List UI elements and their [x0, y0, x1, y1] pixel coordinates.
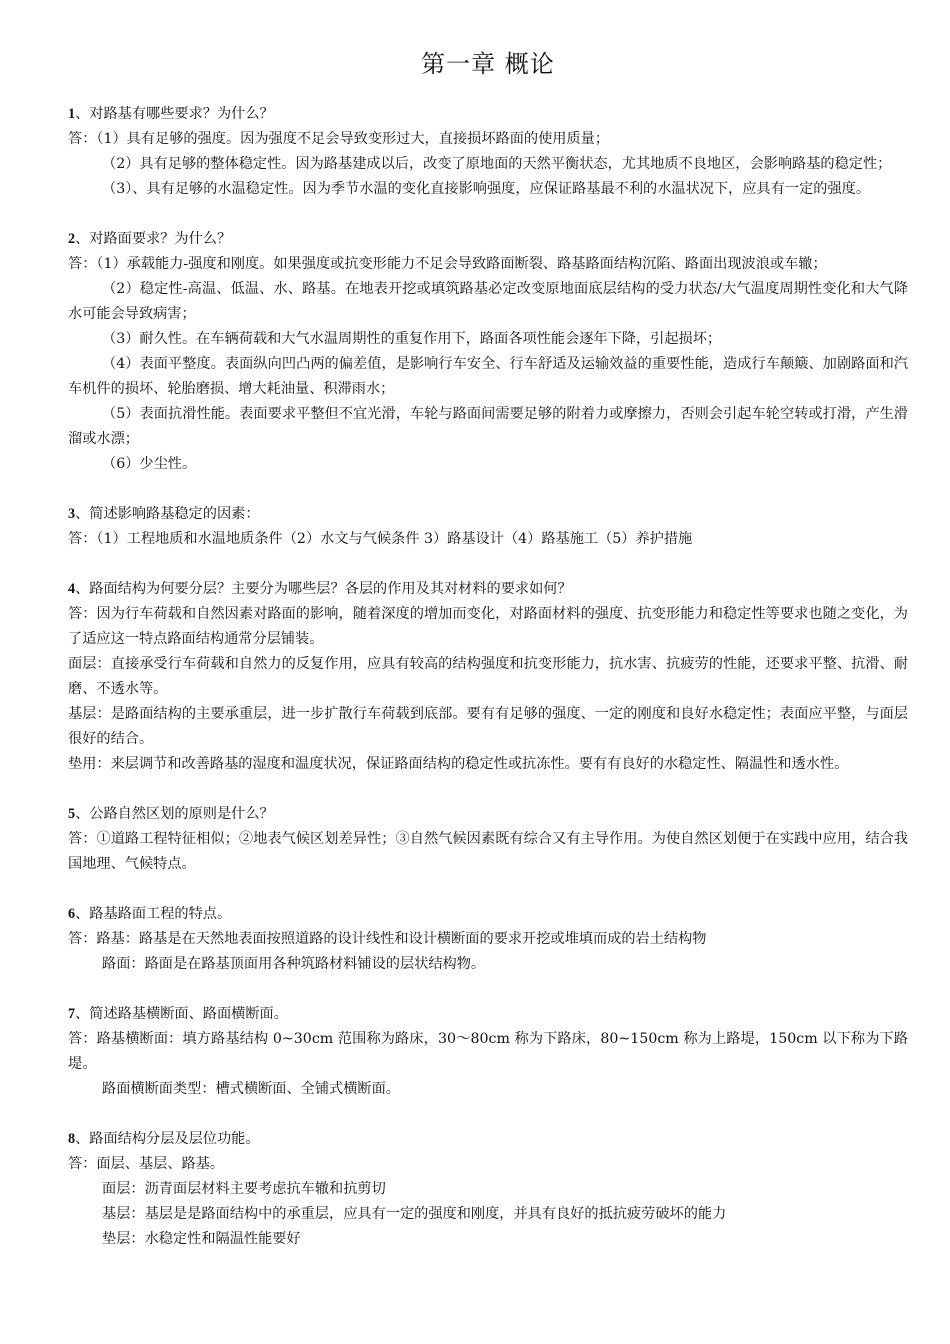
- question-text: 、简述影响路基稳定的因素：: [75, 506, 260, 522]
- question-number: 1: [68, 106, 76, 122]
- section-8: [68, 1127, 908, 1252]
- answer-line: 垫层：水稳定性和隔温性能要好: [102, 1231, 301, 1247]
- question-7: [68, 1002, 908, 1027]
- section-6: [68, 902, 908, 977]
- question-text: 、路面结构分层及层位功能。: [75, 1131, 260, 1147]
- answer-line: 基层：基层是是路面结构中的承重层，应具有一定的强度和刚度，并具有良好的抵抗疲劳破坏的能力: [102, 1206, 727, 1222]
- answer-line: 面层：直接承受行车荷载和自然力的反复作用，应具有较高的结构强度和抗变形能力，抗水害、抗疲劳的性能，还要求平整、抗滑、耐磨、不透水等。: [68, 656, 908, 697]
- answer-line: 答：①道路工程特征相似；②地表气候区划差异性；③自然气候因素既有综合又有主导作用。为使自然区划便于在实践中应用，结合我国地理、气候特点。: [68, 831, 908, 872]
- question-number: 8: [68, 1131, 76, 1147]
- section-1: [68, 102, 908, 202]
- answer-line: 答：路基：路基是在天然地表面按照道路的设计线性和设计横断面的要求开挖或堆填而成的岩土结构物: [68, 931, 707, 947]
- question-6: [68, 902, 908, 927]
- answer-line: （3）耐久性。在车辆荷载和大气水温周期性的重复作用下，路面各项性能会逐年下降，引起损坏；: [102, 331, 722, 347]
- question-number: 5: [68, 806, 76, 822]
- document-page: [68, 40, 908, 1252]
- question-text: 、路面结构为何要分层？主要分为哪些层？各层的作用及其对材料的要求如何？: [75, 581, 572, 597]
- question-4: [68, 577, 908, 602]
- answer-line: 答：（1）承载能力-强度和刚度。如果强度或抗变形能力不足会导致路面断裂、路基路面结构沉陷、路面出现波浪或车辙；: [68, 256, 827, 272]
- section-5: [68, 802, 908, 877]
- answer-line: 答：（1）具有足够的强度。因为强度不足会导致变形过大，直接损坏路面的使用质量；: [68, 131, 610, 147]
- section-3: [68, 502, 908, 552]
- question-number: 6: [68, 906, 76, 922]
- question-1: [68, 102, 908, 127]
- answer-line: （6）少尘性。: [102, 456, 197, 472]
- question-text: 、简述路基横断面、路面横断面。: [75, 1006, 288, 1022]
- question-5: [68, 802, 908, 827]
- answer-line: 基层：是路面结构的主要承重层，进一步扩散行车荷载到底部。要有有足够的强度、一定的刚度和良好水稳定性；表面应平整，与面层很好的结合。: [68, 706, 908, 747]
- chapter-title: 第一章 概论: [421, 50, 555, 78]
- section-2: [68, 227, 908, 477]
- question-8: [68, 1127, 908, 1152]
- answer-line: （5）表面抗滑性能。表面要求平整但不宜光滑，车轮与路面间需要足够的附着力或摩擦力，否则会引起车轮空转或打滑，产生滑溜或水漂；: [68, 406, 908, 447]
- answer-line: 答：因为行车荷载和自然因素对路面的影响，随着深度的增加而变化，对路面材料的强度、抗变形能力和稳定性等要求也随之变化，为了适应这一特点路面结构通常分层铺装。: [68, 606, 908, 647]
- answer-line: 路面横断面类型：槽式横断面、全铺式横断面。: [102, 1081, 400, 1097]
- question-text: 、对路基有哪些要求？为什么？: [75, 106, 274, 122]
- question-text: 、公路自然区划的原则是什么？: [75, 806, 274, 822]
- answer-line: （2）具有足够的整体稳定性。因为路基建成以后，改变了原地面的天然平衡状态，尤其地质不良地区，会影响路基的稳定性；: [102, 156, 892, 172]
- question-text: 、对路面要求？为什么？: [75, 231, 232, 247]
- section-7: [68, 1002, 908, 1102]
- answer-line: 答：路基横断面：填方路基结构 0~30cm 范围称为路床，30～80cm 称为下路床，80~150cm 称为上路堤，150cm 以下称为下路堤。: [68, 1031, 908, 1072]
- question-2: [68, 227, 908, 252]
- section-4: [68, 577, 908, 777]
- answer-line: 答：（1）工程地质和水温地质条件（2）水文与气候条件 3）路基设计（4）路基施工（5）养护措施: [68, 531, 693, 547]
- question-text: 、路基路面工程的特点。: [75, 906, 232, 922]
- answer-line: （3）、具有足够的水温稳定性。因为季节水温的变化直接影响强度，应保证路基最不利的水温状况下，应具有一定的强度。: [102, 181, 871, 197]
- answer-line: 垫用：来层调节和改善路基的湿度和温度状况，保证路面结构的稳定性或抗冻性。要有有良好的水稳定性、隔温性和透水性。: [68, 756, 849, 772]
- question-3: [68, 502, 908, 527]
- answer-line: （4）表面平整度。表面纵向凹凸两的偏差值，是影响行车安全、行车舒适及运输效益的重要性能，造成行车颠簸、加剧路面和汽车机件的损坏、轮胎磨损、增大耗油量、积滞雨水；: [68, 356, 908, 397]
- answer-line: （2）稳定性-高温、低温、水、路基。在地表开挖或填筑路基必定改变原地面底层结构的受力状态/大气温度周期性变化和大气降水可能会导致病害；: [68, 281, 908, 322]
- answer-line: 路面：路面是在路基顶面用各种筑路材料铺设的层状结构物。: [102, 956, 486, 972]
- answer-line: 面层：沥青面层材料主要考虑抗车辙和抗剪切: [102, 1181, 386, 1197]
- question-number: 7: [68, 1006, 76, 1022]
- question-number: 3: [68, 506, 76, 522]
- answer-line: 答：面层、基层、路基。: [68, 1156, 225, 1172]
- question-number: 2: [68, 231, 76, 247]
- question-number: 4: [68, 581, 76, 597]
